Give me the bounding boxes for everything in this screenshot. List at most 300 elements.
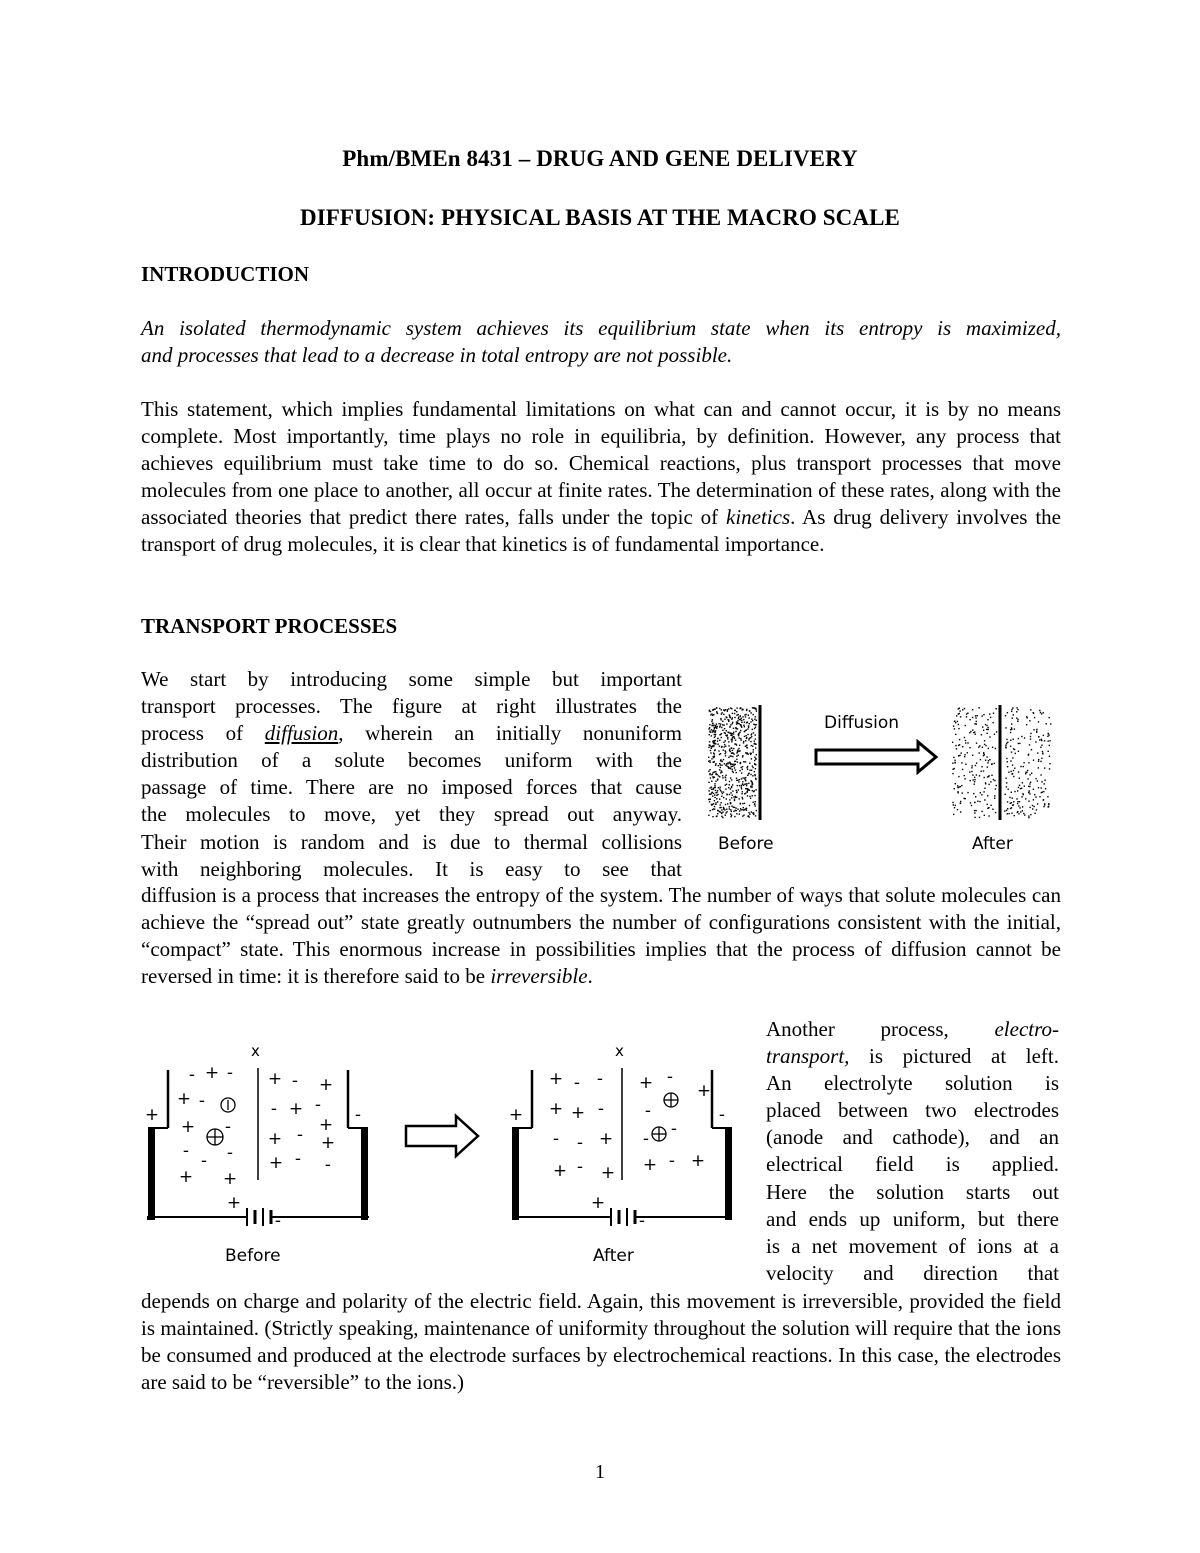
- solute-dot: [722, 793, 723, 794]
- solute-dot: [1013, 739, 1014, 740]
- solute-dot: [721, 712, 722, 713]
- solute-dot: [745, 780, 746, 781]
- solute-dot: [753, 802, 754, 803]
- solute-dot: [714, 787, 715, 788]
- solute-dot: [736, 813, 737, 814]
- solute-dot: [1040, 761, 1041, 762]
- solute-dot: [988, 729, 989, 730]
- solute-dot: [718, 723, 719, 724]
- solute-dot: [1005, 746, 1006, 747]
- solute-dot: [742, 798, 743, 799]
- solute-dot: [1031, 749, 1032, 750]
- solute-dot: [736, 772, 737, 773]
- solute-dot: [1046, 723, 1047, 724]
- solute-dot: [994, 795, 995, 796]
- text-line: [766, 1043, 1059, 1070]
- solute-dot: [726, 716, 727, 717]
- solute-dot: [1043, 791, 1044, 792]
- solute-dot: [736, 721, 737, 722]
- negative-ion: -: [188, 1065, 196, 1085]
- solute-dot: [751, 734, 752, 735]
- solute-dot: [1024, 814, 1025, 815]
- solute-dot: [753, 707, 754, 708]
- positive-ion: +: [288, 1099, 304, 1119]
- page-number: 1: [595, 1461, 605, 1483]
- solute-dot: [1025, 772, 1026, 773]
- solute-dot: [750, 721, 751, 722]
- solute-dot: [1028, 815, 1029, 816]
- solute-dot: [1008, 789, 1009, 790]
- solute-dot: [725, 746, 726, 747]
- solute-dot: [1017, 803, 1018, 804]
- solute-dot: [742, 716, 743, 717]
- solute-dot: [714, 785, 715, 786]
- solute-dot: [985, 760, 986, 761]
- solute-dot: [1019, 785, 1020, 786]
- solute-dot: [756, 754, 757, 755]
- solute-dot: [737, 761, 738, 762]
- solute-dot: [736, 715, 737, 716]
- solute-dot: [958, 776, 959, 777]
- solute-dot: [732, 752, 733, 753]
- solute-dot: [714, 797, 715, 798]
- solute-dot: [732, 739, 733, 740]
- solute-dot: [957, 721, 958, 722]
- solute-dot: [1044, 767, 1045, 768]
- solute-dot: [1011, 813, 1012, 814]
- solute-dot: [730, 788, 731, 789]
- solute-dot: [985, 745, 986, 746]
- solute-dot: [1048, 733, 1049, 734]
- positive-ion: +: [570, 1103, 586, 1123]
- solute-dot: [745, 808, 746, 809]
- solute-dot: [984, 740, 985, 741]
- solute-dot: [708, 761, 709, 762]
- solute-dot: [725, 788, 726, 789]
- solute-dot: [708, 782, 709, 783]
- solute-dot: [1041, 745, 1042, 746]
- solute-dot: [975, 734, 976, 735]
- solute-dot: [729, 714, 730, 715]
- negative-ion: -: [718, 1105, 726, 1125]
- solute-dot: [716, 798, 717, 799]
- text-fragment: , wherein an initially nonuniform: [338, 721, 682, 746]
- solute-dot: [729, 726, 730, 727]
- solute-dot: [727, 737, 728, 738]
- solute-dot: [956, 715, 957, 716]
- negative-ion: -: [314, 1095, 322, 1115]
- solute-dot: [722, 777, 723, 778]
- solute-dot: [713, 793, 714, 794]
- solute-dot: [1049, 763, 1050, 764]
- solute-dot: [1036, 729, 1037, 730]
- solute-dot: [1017, 709, 1018, 710]
- solute-dot: [732, 756, 733, 757]
- solute-dot: [953, 725, 954, 726]
- solute-dot: [964, 737, 965, 738]
- solute-dot: [720, 790, 721, 791]
- solute-dot: [753, 814, 754, 815]
- solute-dot: [726, 809, 727, 810]
- solute-dot: [745, 716, 746, 717]
- solute-dot: [745, 793, 746, 794]
- solute-dot: [952, 802, 953, 803]
- solute-dot: [966, 716, 967, 717]
- solute-dot: [742, 781, 743, 782]
- solute-dot: [1038, 736, 1039, 737]
- solute-dot: [1005, 727, 1006, 728]
- solute-dot: [716, 816, 717, 817]
- solute-dot: [714, 794, 715, 795]
- solute-dot: [969, 771, 970, 772]
- solute-dot: [752, 775, 753, 776]
- solute-dot: [714, 731, 715, 732]
- solute-dot: [1030, 736, 1031, 737]
- solute-dot: [1011, 723, 1012, 724]
- solute-dot: [733, 807, 734, 808]
- solute-dot: [975, 717, 976, 718]
- solute-dot: [1039, 710, 1040, 711]
- solute-dot: [720, 787, 721, 788]
- solute-dot: [720, 804, 721, 805]
- solute-dot: [959, 744, 960, 745]
- solute-dot: [752, 729, 753, 730]
- solute-dot: [725, 777, 726, 778]
- solute-dot: [1029, 783, 1030, 784]
- solute-dot: [747, 791, 748, 792]
- solute-dot: [741, 793, 742, 794]
- solute-dot: [732, 784, 733, 785]
- solute-dot: [1018, 738, 1019, 739]
- solute-dot: [1007, 742, 1008, 743]
- solute-dot: [975, 765, 976, 766]
- solute-dot: [725, 750, 726, 751]
- solute-dot: [717, 813, 718, 814]
- solute-dot: [1029, 786, 1030, 787]
- solute-dot: [740, 724, 741, 725]
- solute-dot: [734, 800, 735, 801]
- solute-dot: [993, 779, 994, 780]
- solute-dot: [717, 713, 718, 714]
- solute-dot: [731, 815, 732, 816]
- solute-dot: [730, 724, 731, 725]
- solute-dot: [1033, 799, 1034, 800]
- solute-dot: [714, 755, 715, 756]
- solute-dot: [742, 777, 743, 778]
- negative-ion: -: [182, 1141, 190, 1161]
- solute-dot: [747, 734, 748, 735]
- solute-dot: [957, 809, 958, 810]
- solute-dot: [743, 742, 744, 743]
- anode-plate: [148, 1128, 155, 1220]
- solute-dot: [722, 811, 723, 812]
- battery-symbol: [247, 1208, 271, 1226]
- solute-dot: [736, 723, 737, 724]
- solute-dot: [1013, 770, 1014, 771]
- solute-dot: [977, 715, 978, 716]
- solute-dot: [727, 762, 728, 763]
- solute-dot: [733, 796, 734, 797]
- solute-dot: [1011, 807, 1012, 808]
- solute-dot: [717, 740, 718, 741]
- solute-dot: [712, 795, 713, 796]
- solute-dot: [748, 812, 749, 813]
- solute-dot: [748, 725, 749, 726]
- solute-dot: [1017, 719, 1018, 720]
- solute-dot: [992, 809, 993, 810]
- transport-heading: TRANSPORT PROCESSES: [141, 614, 398, 638]
- solute-dot: [995, 812, 996, 813]
- solute-dot: [711, 804, 712, 805]
- solute-dot: [756, 810, 757, 811]
- solute-dot: [1028, 754, 1029, 755]
- solute-dot: [974, 779, 975, 780]
- solute-dot: [990, 717, 991, 718]
- solute-dot: [971, 805, 972, 806]
- solute-dot: [1012, 718, 1013, 719]
- solute-dot: [1005, 794, 1006, 795]
- solute-dot: [960, 803, 961, 804]
- solute-dot: [748, 789, 749, 790]
- solute-dot: [983, 755, 984, 756]
- solute-dot: [1041, 781, 1042, 782]
- solute-dot: [755, 743, 756, 744]
- solute-dot: [723, 742, 724, 743]
- solute-dot: [1027, 717, 1028, 718]
- solute-dot: [978, 746, 979, 747]
- solute-dot: [744, 731, 745, 732]
- solute-dot: [715, 734, 716, 735]
- positive-ion: +: [178, 1167, 194, 1187]
- solute-dot: [1012, 798, 1013, 799]
- solute-dot: [732, 771, 733, 772]
- solute-dot: [729, 806, 730, 807]
- solute-dot: [739, 813, 740, 814]
- solute-dot: [735, 764, 736, 765]
- solute-dot: [1044, 780, 1045, 781]
- transport-term: transport,: [766, 1044, 850, 1069]
- solute-dot: [752, 786, 753, 787]
- solute-dot: [955, 783, 956, 784]
- solute-dot: [1033, 806, 1034, 807]
- solute-dot: [727, 766, 728, 767]
- solute-dot: [714, 783, 715, 784]
- solute-dot: [725, 775, 726, 776]
- solute-dot: [1004, 811, 1005, 812]
- solute-dot: [755, 747, 756, 748]
- solute-dot: [724, 809, 725, 810]
- solute-dot: [737, 720, 738, 721]
- solute-dot: [976, 762, 977, 763]
- negative-ion: -: [666, 1067, 674, 1087]
- solute-dot: [713, 803, 714, 804]
- solute-dot: [755, 727, 756, 728]
- solute-dot: [1017, 790, 1018, 791]
- solute-dot: [959, 708, 960, 709]
- solute-dot: [1007, 761, 1008, 762]
- solute-dot: [714, 734, 715, 735]
- solute-dot: [1042, 791, 1043, 792]
- solute-dot: [743, 785, 744, 786]
- solute-dot: [1041, 739, 1042, 740]
- solute-dot: [1031, 773, 1032, 774]
- solute-dot: [755, 734, 756, 735]
- solute-dot: [721, 727, 722, 728]
- solute-dot: [726, 784, 727, 785]
- positive-ion: +: [176, 1089, 192, 1109]
- solute-dot: [751, 712, 752, 713]
- solute-dot: [1030, 814, 1031, 815]
- solute-dot: [969, 747, 970, 748]
- solute-dot: [714, 753, 715, 754]
- solute-dot: [747, 728, 748, 729]
- solute-dot: [1029, 807, 1030, 808]
- solute-dot: [1018, 787, 1019, 788]
- solute-dot: [734, 738, 735, 739]
- solute-dot: [740, 762, 741, 763]
- solute-dot: [736, 759, 737, 760]
- positive-ion: +: [552, 1161, 568, 1181]
- positive-ion: +: [598, 1129, 614, 1149]
- solute-dot: [974, 723, 975, 724]
- solute-dot: [1049, 745, 1050, 746]
- solute-dot: [716, 707, 717, 708]
- solute-dot: [724, 732, 725, 733]
- solute-dot: [740, 803, 741, 804]
- solute-dot: [1007, 813, 1008, 814]
- solute-dot: [709, 710, 710, 711]
- solute-dot: [993, 713, 994, 714]
- solute-dot: [1032, 808, 1033, 809]
- solute-dot: [1011, 727, 1012, 728]
- solute-dot: [736, 790, 737, 791]
- solute-dot: [1027, 770, 1028, 771]
- solute-dot: [715, 749, 716, 750]
- solute-dot: [715, 735, 716, 736]
- solute-dot: [975, 715, 976, 716]
- solute-dot: [719, 740, 720, 741]
- solute-dot: [987, 804, 988, 805]
- solute-dot: [988, 760, 989, 761]
- solute-dot: [987, 762, 988, 763]
- solute-dot: [984, 777, 985, 778]
- solute-dot: [731, 708, 732, 709]
- solute-dot: [1045, 788, 1046, 789]
- solute-dot: [1033, 760, 1034, 761]
- solute-dot: [742, 803, 743, 804]
- solute-dot: [754, 771, 755, 772]
- text-line: Their motion is random and is due to thermal collisions: [141, 829, 682, 854]
- solute-dot: [720, 764, 721, 765]
- solute-dot: [733, 811, 734, 812]
- negative-ion: -: [224, 1117, 232, 1137]
- intro-paragraph: [141, 396, 1061, 559]
- solute-dot: [751, 811, 752, 812]
- solute-dot: [1049, 756, 1050, 757]
- solute-dot: [958, 728, 959, 729]
- solute-dot: [981, 794, 982, 795]
- solute-dot: [1011, 802, 1012, 803]
- solute-dot: [721, 791, 722, 792]
- solute-dot: [738, 789, 739, 790]
- positive-ion: +: [590, 1193, 606, 1213]
- solute-dot: [1019, 807, 1020, 808]
- solute-dot: [1042, 753, 1043, 754]
- solute-dot: [731, 756, 732, 757]
- solute-dot: [972, 709, 973, 710]
- quote-line-2: and processes that lead to a decrease in total entropy are not possible.: [141, 343, 733, 368]
- solute-dot: [961, 785, 962, 786]
- solute-dot: [974, 802, 975, 803]
- solute-dot: [1022, 806, 1023, 807]
- solute-dot: [960, 786, 961, 787]
- solute-dot: [732, 764, 733, 765]
- solute-dot: [723, 725, 724, 726]
- solute-dot: [738, 723, 739, 724]
- solute-dot: [726, 763, 727, 764]
- solute-dot: [724, 744, 725, 745]
- solute-dot: [715, 804, 716, 805]
- solute-dot: [955, 722, 956, 723]
- solute-dot: [971, 771, 972, 772]
- solute-dot: [734, 767, 735, 768]
- solute-dot: [1010, 732, 1011, 733]
- solute-dot: [1029, 744, 1030, 745]
- solute-dot: [742, 783, 743, 784]
- solute-dot: [720, 772, 721, 773]
- solute-dot: [731, 719, 732, 720]
- solute-dot: [737, 809, 738, 810]
- solute-dot: [1049, 717, 1050, 718]
- solute-dot: [964, 756, 965, 757]
- solute-dot: [718, 765, 719, 766]
- solute-dot: [730, 751, 731, 752]
- solute-dot: [952, 742, 953, 743]
- solute-dot: [709, 787, 710, 788]
- solute-dot: [746, 709, 747, 710]
- electro-after-label: After: [593, 1246, 634, 1266]
- solute-dot: [1035, 778, 1036, 779]
- solute-dot: [754, 743, 755, 744]
- solute-dot: [1014, 791, 1015, 792]
- solute-dot: [744, 726, 745, 727]
- solute-dot: [1018, 743, 1019, 744]
- solute-dot: [996, 785, 997, 786]
- solute-dot: [743, 815, 744, 816]
- text-line: placed between two electrodes: [766, 1098, 1059, 1123]
- solute-dot: [708, 799, 709, 800]
- solute-dot: [722, 730, 723, 731]
- solute-dot: [736, 791, 737, 792]
- solute-dot: [721, 813, 722, 814]
- solute-dot: [988, 748, 989, 749]
- solute-dot: [745, 740, 746, 741]
- solute-dot: [748, 739, 749, 740]
- solute-dot: [1013, 748, 1014, 749]
- solute-dot: [718, 787, 719, 788]
- solute-dot: [719, 776, 720, 777]
- solute-dot: [749, 710, 750, 711]
- solute-dot: [736, 711, 737, 712]
- solute-dot: [1038, 759, 1039, 760]
- solute-dot: [974, 812, 975, 813]
- solute-dot: [959, 739, 960, 740]
- solute-dot: [747, 766, 748, 767]
- solute-dot: [754, 763, 755, 764]
- solute-dot: [714, 809, 715, 810]
- solute-dot: [733, 765, 734, 766]
- solute-dot: [715, 781, 716, 782]
